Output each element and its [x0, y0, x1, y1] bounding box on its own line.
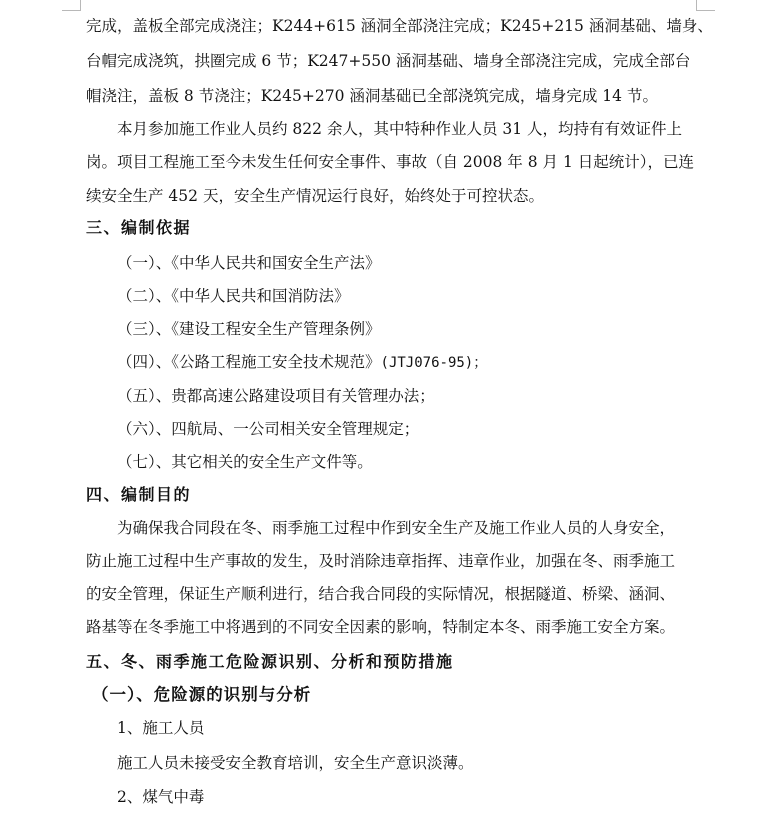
list-item: （六）、四航局、一公司相关安全管理规定； — [117, 420, 420, 438]
body-text-line: 帽浇注，盖板 8 节浇注；K245+270 涵洞基础已全部浇筑完成，墙身完成 14 节。 — [86, 87, 658, 105]
section-heading: 四、编制目的 — [86, 485, 192, 504]
body-text-line: 施工人员未接受安全教育培训，安全生产意识淡薄。 — [117, 754, 474, 772]
subsection-heading: （一）、危险源的识别与分析 — [92, 685, 312, 704]
page-corner-mark-right — [696, 0, 715, 11]
body-text-line: 为确保我合同段在冬、雨季施工过程中作到安全生产及施工作业人员的人身安全， — [117, 519, 676, 537]
section-heading: 五、冬、雨季施工危险源识别、分析和预防措施 — [86, 652, 454, 671]
body-text-line: 台帽完成浇筑，拱圈完成 6 节；K247+550 涵洞基础、墙身全部浇注完成，完成全部台 — [86, 52, 691, 70]
list-item: （二）、《中华人民共和国消防法》 — [117, 287, 350, 305]
list-item-text: （四）、《公路工程施工安全技术规范》 — [117, 353, 381, 371]
numbered-item-title: 2、煤气中毒 — [117, 788, 205, 806]
body-text-line: 路基等在冬季施工中将遇到的不同安全因素的影响，特制定本冬、雨季施工安全方案。 — [86, 618, 676, 636]
numbered-item-title: 1、施工人员 — [117, 719, 205, 737]
body-text-line: 防止施工过程中生产事故的发生，及时消除违章指挥、违章作业，加强在冬、雨季施工 — [86, 552, 676, 570]
list-item: （一）、《中华人民共和国安全生产法》 — [117, 254, 381, 272]
list-item: （七）、其它相关的安全生产文件等。 — [117, 453, 373, 471]
body-text-line: 本月参加施工作业人员约 822 余人，其中特种作业人员 31 人，均持有有效证件上 — [117, 120, 683, 138]
standard-code: (JTJ076-95)； — [380, 355, 488, 371]
page-corner-mark-left — [62, 0, 81, 11]
body-text-line: 续安全生产 452 天，安全生产情况运行良好，始终处于可控状态。 — [86, 187, 544, 205]
body-text-line: 的安全管理，保证生产顺利进行，结合我合同段的实际情况，根据隧道、桥梁、涵洞、 — [86, 585, 676, 603]
list-item — [117, 352, 487, 373]
body-text-line: 岗。项目工程施工至今未发生任何安全事件、事故（自 2008 年 8 月 1 日起统计），已连 — [86, 153, 694, 171]
section-heading: 三、编制依据 — [86, 218, 192, 237]
list-item: （三）、《建设工程安全生产管理条例》 — [117, 320, 381, 338]
body-text-line: 完成，盖板全部完成浇注；K244+615 涵洞全部浇注完成；K245+215 涵洞基础、墙身、 — [86, 17, 713, 35]
list-item: （五）、贵都高速公路建设项目有关管理办法； — [117, 387, 435, 405]
